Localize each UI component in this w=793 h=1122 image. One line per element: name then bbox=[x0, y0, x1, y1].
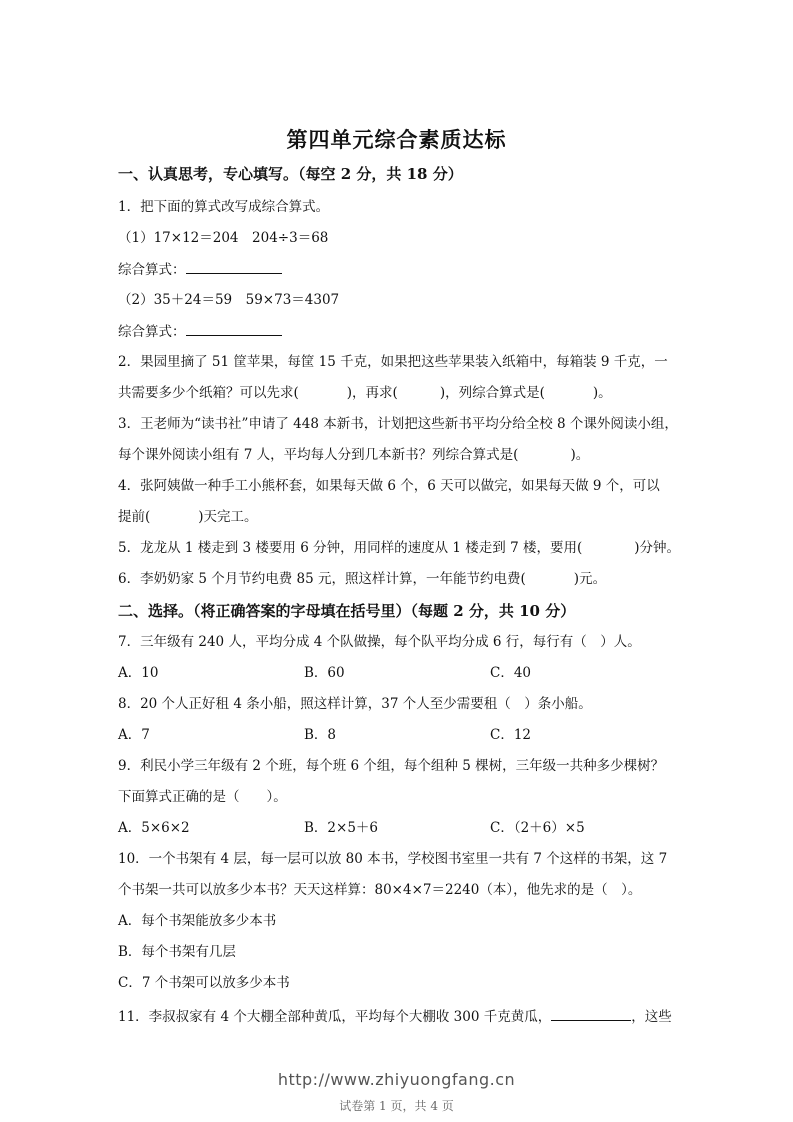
option-c[interactable]: C．12 bbox=[490, 727, 532, 743]
option-a[interactable]: A．10 bbox=[118, 665, 159, 681]
q1-answer-line-2 bbox=[118, 321, 678, 342]
q2-text-b: )，再求( bbox=[346, 385, 398, 401]
option-a[interactable]: A．7 bbox=[118, 727, 150, 743]
q10-line1: 10．一个书架有 4 层，每一层可以放 80 本书，学校图书室里一共有 7 个这样的书架，这 7 bbox=[118, 851, 668, 867]
q3-text-a: 每个课外阅读小组有 7 人，平均每人分到几本新书？列综合算式是( bbox=[118, 447, 519, 463]
option-b[interactable]: B．2×5＋6 bbox=[304, 820, 378, 836]
q5-text-a: 5．龙龙从 1 楼走到 3 楼要用 6 分钟，用同样的速度从 1 楼走到 7 楼，要用( bbox=[118, 540, 583, 556]
q11-line bbox=[118, 1006, 678, 1027]
q2-text-a: 共需要多少个纸箱？可以先求( bbox=[118, 385, 299, 401]
q9-line2: 下面算式正确的是（ ）。 bbox=[118, 789, 287, 805]
option-b[interactable]: B．60 bbox=[304, 665, 345, 681]
q2-line1: 2．果园里摘了 51 筐苹果，每筐 15 千克，如果把这些苹果装入纸箱中，每箱装 9 千克，一 bbox=[118, 354, 668, 370]
q9-line1: 9．利民小学三年级有 2 个班，每个班 6 个组，每个组种 5 棵树，三年级一共种多少棵树？ bbox=[118, 758, 665, 774]
q10-option-a[interactable]: A．每个书架能放多少本书 bbox=[118, 913, 277, 929]
q6-text-b: )元。 bbox=[573, 571, 607, 587]
q1-part2: （2）35＋24＝59 59×73＝4307 bbox=[118, 292, 340, 308]
q10-line2: 个书架一共可以放多少本书？天天这样算：80×4×7＝2240（本），他先求的是（ ）。 bbox=[118, 882, 642, 898]
combo-label: 综合算式： bbox=[118, 324, 186, 340]
q4-line1: 4．张阿姨做一种手工小熊杯套，如果每天做 6 个，6 天可以做完，如果每天做 9 个，可以 bbox=[118, 478, 660, 494]
page-title: 第四单元综合素质达标 bbox=[286, 127, 507, 152]
answer-blank[interactable] bbox=[186, 321, 282, 336]
q10-option-b[interactable]: B．每个书架有几层 bbox=[118, 944, 236, 960]
option-c[interactable]: C．40 bbox=[490, 665, 532, 681]
section-2-heading: 二、选择。（将正确答案的字母填在括号里）（每题 2 分，共 10 分） bbox=[118, 602, 576, 620]
q1-stem: 1．把下面的算式改写成综合算式。 bbox=[118, 199, 330, 215]
q5-line bbox=[118, 538, 678, 558]
q5-text-b: )分钟。 bbox=[634, 540, 680, 556]
q3-text-b: )。 bbox=[570, 447, 590, 463]
q2-text-d: )。 bbox=[592, 385, 612, 401]
q3-line1: 3．王老师为“读书社”申请了 448 本新书，计划把这些新书平均分给全校 8 个课外阅读小组， bbox=[118, 416, 678, 432]
watermark: http://www.zhiyuongfang.cn bbox=[277, 1070, 516, 1089]
q11-text-a: 11．李叔叔家有 4 个大棚全部种黄瓜，平均每个大棚收 300 千克黄瓜， bbox=[118, 1009, 552, 1025]
combo-label: 综合算式： bbox=[118, 262, 186, 278]
answer-blank[interactable] bbox=[186, 259, 282, 274]
q7-options bbox=[118, 663, 678, 683]
option-c[interactable]: C．（2＋6）×5 bbox=[490, 820, 585, 836]
section-1-heading: 一、认真思考，专心填写。（每空 2 分，共 18 分） bbox=[118, 165, 463, 183]
q11-text-b: ，这些 bbox=[631, 1009, 672, 1025]
q10-option-c[interactable]: C．7 个书架可以放多少本书 bbox=[118, 975, 290, 991]
q6-text-a: 6．李奶奶家 5 个月节约电费 85 元，照这样计算，一年能节约电费( bbox=[118, 571, 526, 587]
q4-text-a: 提前( bbox=[118, 509, 151, 525]
q2-line2 bbox=[118, 383, 678, 403]
option-b[interactable]: B．8 bbox=[304, 727, 337, 743]
q4-line2 bbox=[118, 507, 678, 527]
q8-stem: 8．20 个人正好租 4 条小船，照这样计算，37 个人至少需要租（ ）条小船。 bbox=[118, 696, 592, 712]
q4-text-b: )天完工。 bbox=[198, 509, 258, 525]
q7-stem: 7．三年级有 240 人，平均分成 4 个队做操，每个队平均分成 6 行，每行有（ ）人。 bbox=[118, 634, 641, 650]
option-a[interactable]: A．5×6×2 bbox=[118, 820, 190, 836]
page-number: 试卷第 1 页，共 4 页 bbox=[339, 1099, 454, 1113]
q9-options bbox=[118, 818, 678, 838]
q3-line2 bbox=[118, 445, 678, 465]
q8-options bbox=[118, 725, 678, 745]
answer-blank[interactable] bbox=[551, 1006, 631, 1021]
q2-text-c: )，列综合算式是( bbox=[439, 385, 545, 401]
q6-line bbox=[118, 569, 678, 589]
q1-part1: （1）17×12＝204 204÷3＝68 bbox=[118, 230, 329, 246]
q1-answer-line-1 bbox=[118, 259, 678, 280]
